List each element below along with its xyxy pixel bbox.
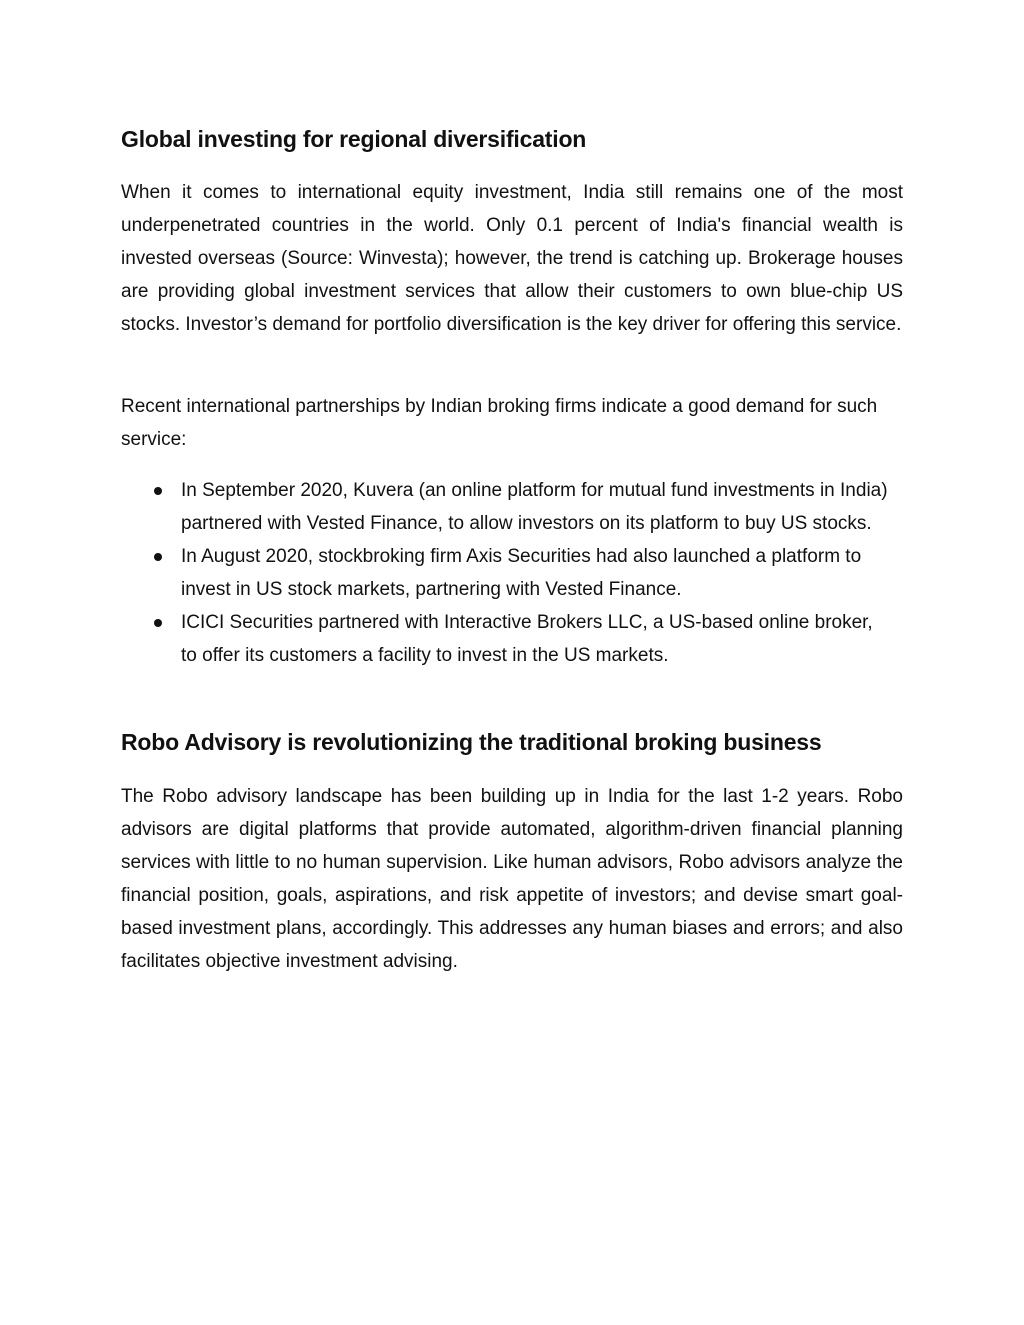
bullet-icon xyxy=(154,487,162,495)
bullet-icon xyxy=(154,619,162,627)
list-item xyxy=(121,540,893,606)
section-heading-global-investing: Global investing for regional diversification xyxy=(121,126,587,152)
partnership-bullet-list xyxy=(121,474,903,672)
section-heading-robo-advisory: Robo Advisory is revolutionizing the traditional broking business xyxy=(121,729,822,755)
paragraph-robo-advisory: The Robo advisory landscape has been building up in India for the last 1-2 years. Robo advisors are digital platforms that provide automated, algorithm-driven financial planning services with little to no human supervision. Like human advisors, Robo advisors analyze the financial position, goals, aspirations, and risk appetite of investors; and devise smart goal-based investment plans, accordingly. This addresses any human biases and errors; and also facilitates objective investment advising. xyxy=(121,786,903,972)
bullet-icon xyxy=(154,553,162,561)
list-item-text: In September 2020, Kuvera (an online platform for mutual fund investments in India) partnered with Vested Finance, to allow investors on its platform to buy US stocks. xyxy=(181,480,888,534)
list-item-text: ICICI Securities partnered with Interactive Brokers LLC, a US-based online broker, to offer its customers a facility to invest in the US markets. xyxy=(181,612,873,666)
list-item-text: In August 2020, stockbroking firm Axis Securities had also launched a platform to invest in US stock markets, partnering with Vested Finance. xyxy=(181,546,862,600)
list-item xyxy=(121,474,893,540)
list-item xyxy=(121,606,893,672)
paragraph-international-equity: When it comes to international equity investment, India still remains one of the most underpenetrated countries in the world. Only 0.1 percent of India's financial wealth is invested overseas (Source: Winvesta); however, the trend is catching up. Brokerage houses are providing global investment services that allow their customers to own blue-chip US stocks. Investor’s demand for portfolio diversification is the key driver for offering this service. xyxy=(121,182,903,335)
paragraph-recent-partnerships: Recent international partnerships by Indian broking firms indicate a good demand for such service: xyxy=(121,396,878,450)
